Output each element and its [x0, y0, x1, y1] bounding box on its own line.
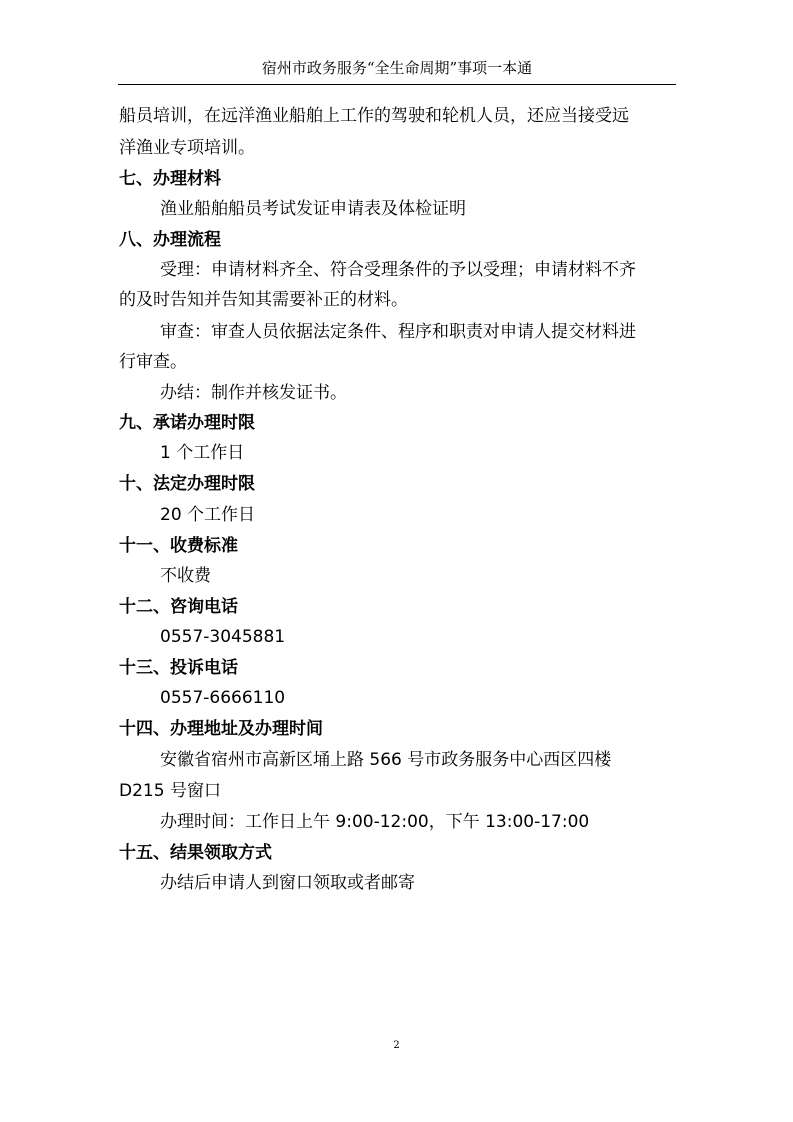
- section-11-text: 不收费: [160, 566, 211, 586]
- section-8-heading: 八、办理流程: [119, 230, 221, 250]
- section-14-heading: 十四、办理地址及办理时间: [119, 719, 323, 739]
- header-rule: [118, 84, 676, 85]
- section-7-text: 渔业船舶船员考试发证申请表及体检证明: [160, 199, 466, 219]
- section-13-heading: 十三、投诉电话: [119, 658, 238, 678]
- section-8-acceptance-line-2: 的及时告知并告知其需要补正的材料。: [119, 290, 408, 310]
- header-title: 宿州市政务服务“全生命周期”事项一本通: [261, 59, 533, 77]
- continued-text-line-1: 船员培训，在远洋渔业船舶上工作的驾驶和轮机人员，还应当接受远: [119, 106, 629, 126]
- section-8-completion: 办结：制作并核发证书。: [160, 383, 347, 403]
- page-header: [118, 56, 676, 86]
- section-15-heading: 十五、结果领取方式: [119, 843, 272, 863]
- section-15-text: 办结后申请人到窗口领取或者邮寄: [160, 873, 415, 893]
- section-11-heading: 十一、收费标准: [119, 536, 238, 556]
- office-hours: 办理时间：工作日上午 9:00-12:00，下午 13:00-17:00: [160, 812, 590, 832]
- address-line-1: 安徽省宿州市高新区埇上路 566 号市政务服务中心西区四楼: [160, 750, 612, 770]
- section-10-heading: 十、法定办理时限: [119, 474, 255, 494]
- section-9-heading: 九、承诺办理时限: [119, 413, 255, 433]
- section-7-heading: 七、办理材料: [119, 169, 221, 189]
- section-12-heading: 十二、咨询电话: [119, 597, 238, 617]
- continued-text-line-2: 洋渔业专项培训。: [119, 138, 255, 158]
- complaint-phone: 0557-6666110: [160, 688, 286, 708]
- consultation-phone: 0557-3045881: [160, 627, 286, 647]
- section-8-review-line-2: 行审查。: [119, 352, 187, 372]
- page-number: 2: [393, 1040, 400, 1051]
- section-8-review-line-1: 审查：审查人员依据法定条件、程序和职责对申请人提交材料进: [160, 322, 636, 342]
- section-8-acceptance-line-1: 受理：申请材料齐全、符合受理条件的予以受理；申请材料不齐: [160, 260, 636, 280]
- section-9-text: 1 个工作日: [160, 443, 245, 463]
- address-line-2: D215 号窗口: [119, 781, 221, 801]
- section-10-text: 20 个工作日: [160, 505, 256, 525]
